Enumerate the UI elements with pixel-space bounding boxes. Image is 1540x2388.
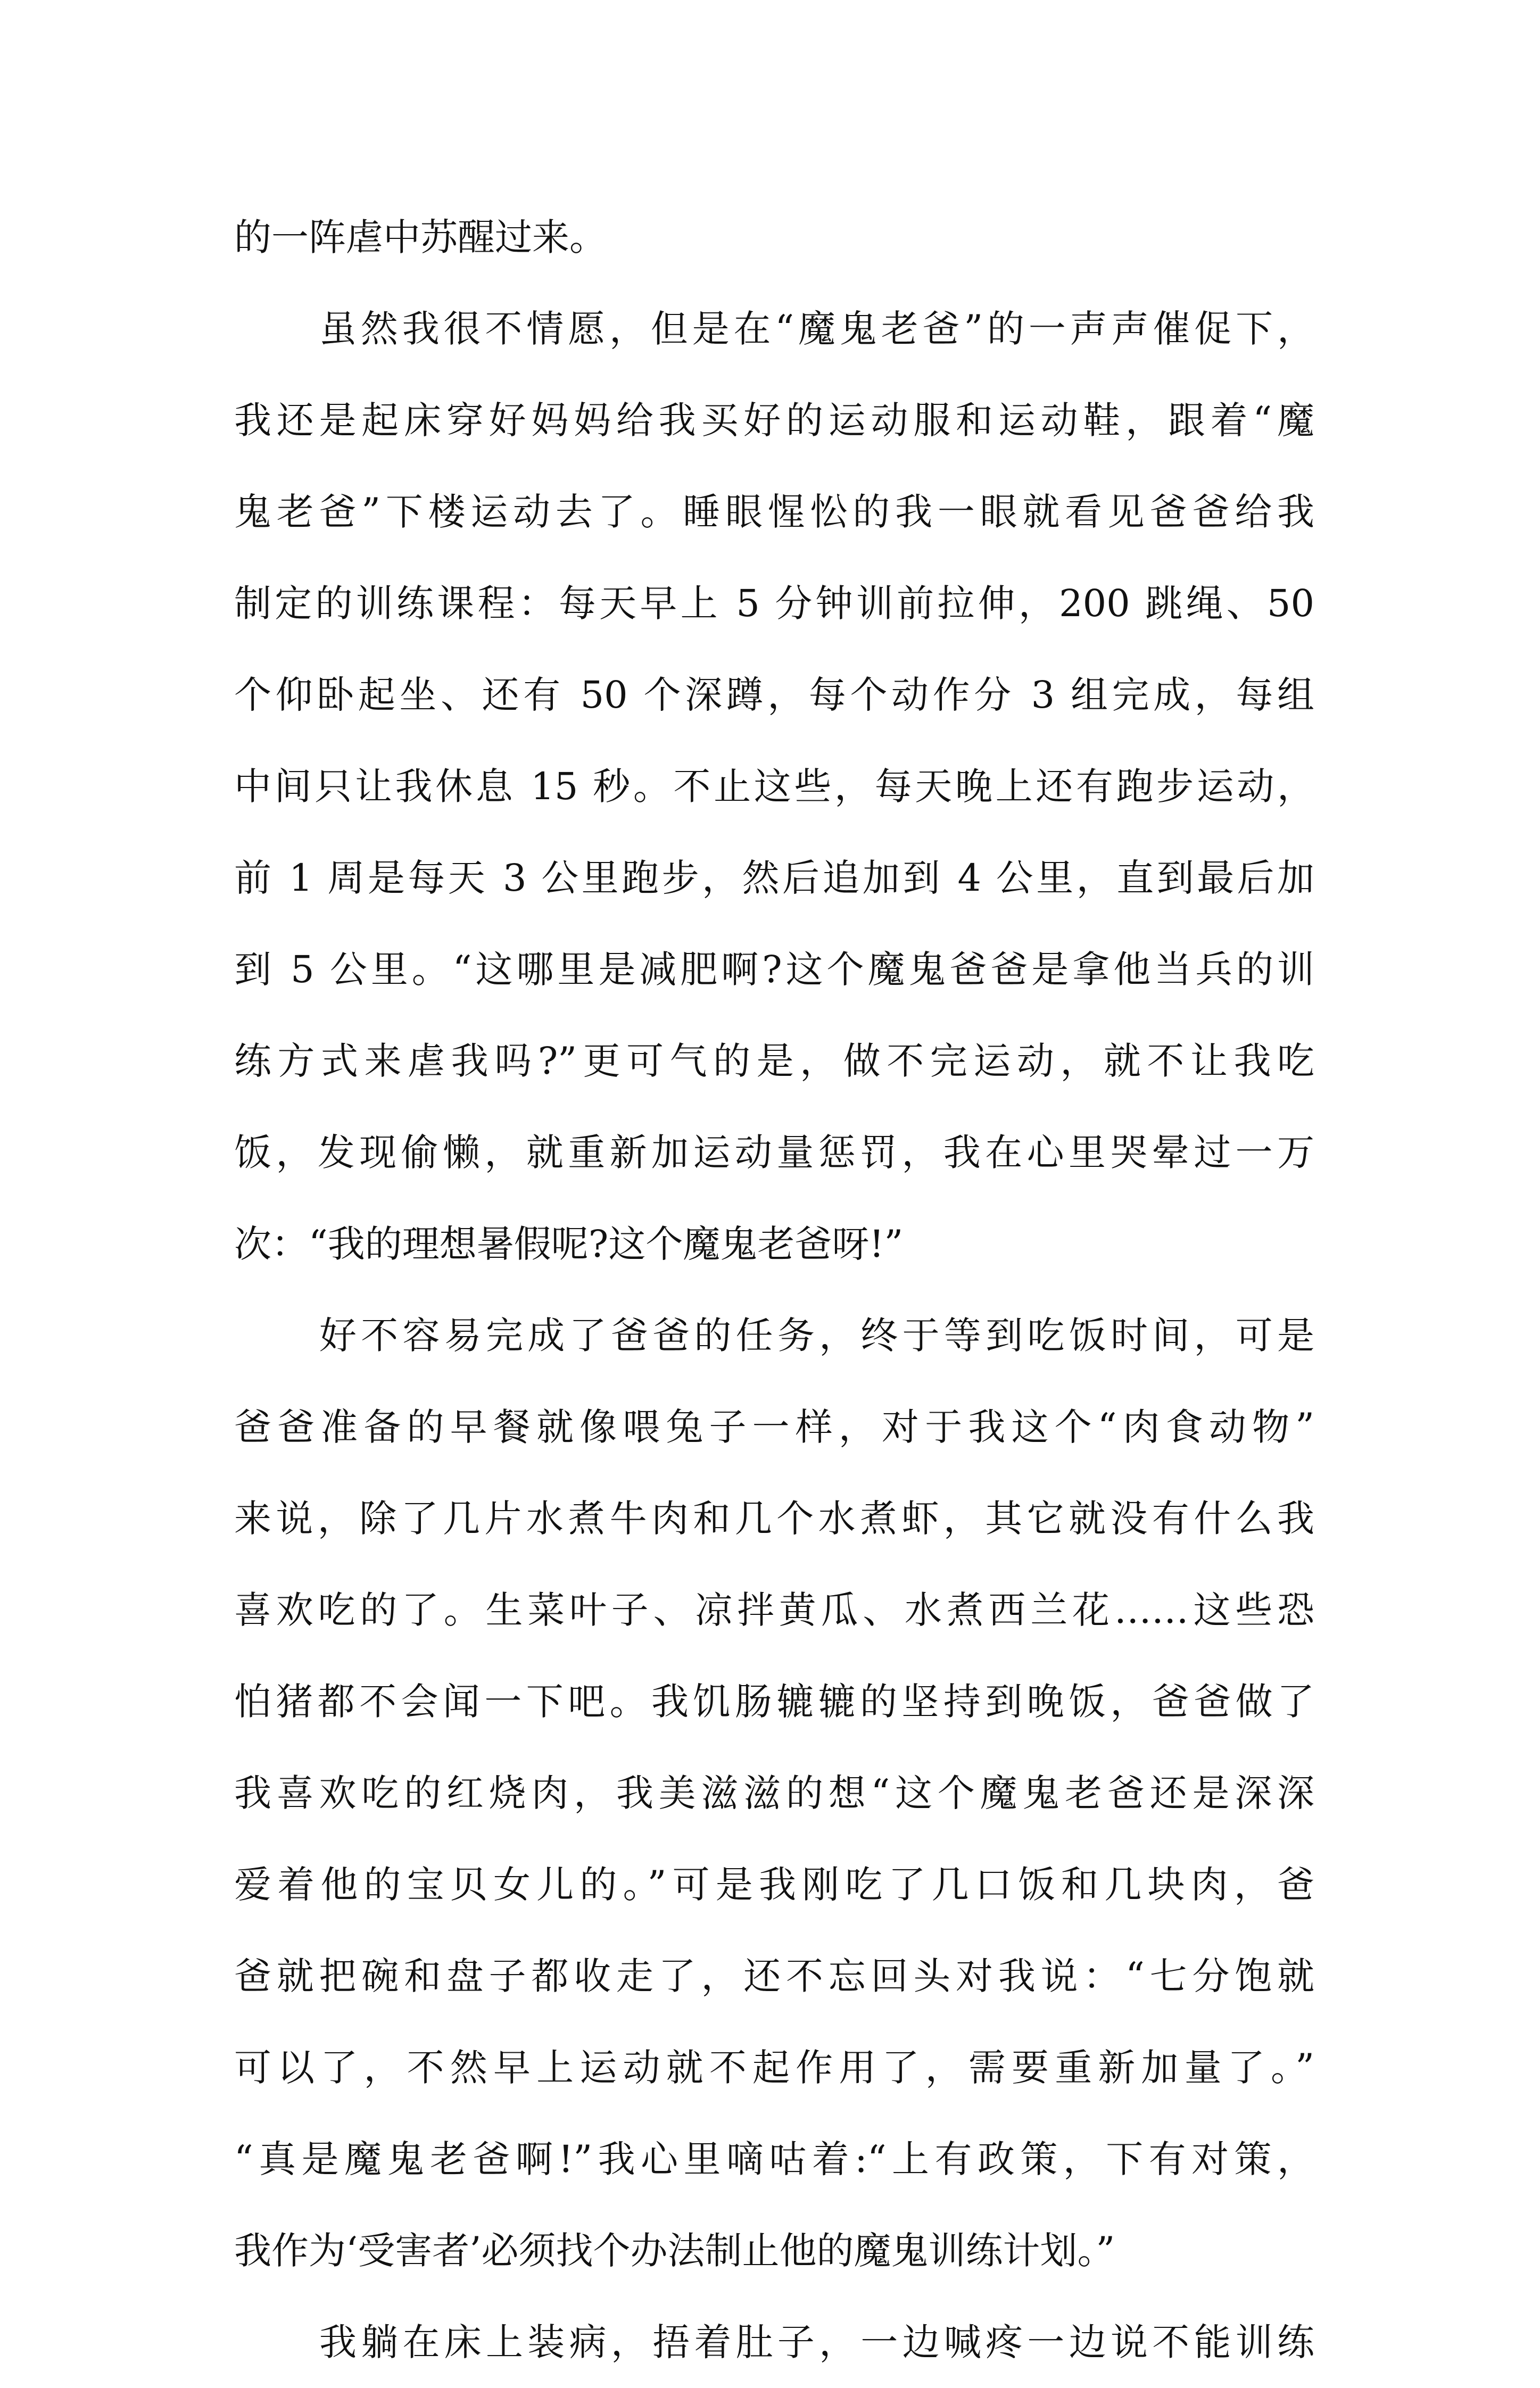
text-line: 爱着他的宝贝女儿的。”可是我刚吃了几口饭和几块肉，爸 xyxy=(234,1863,1314,1906)
text-line: 怕猪都不会闻一下吧。我饥肠辘辘的坚持到晚饭，爸爸做了 xyxy=(234,1680,1314,1723)
text-line: 练方式来虐我吗?”更可气的是，做不完运动，就不让我吃 xyxy=(234,1039,1314,1083)
text-line: 到 5 公里。“这哪里是减肥啊?这个魔鬼爸爸是拿他当兵的训 xyxy=(234,948,1314,991)
text-line: 爸就把碗和盘子都收走了，还不忘回头对我说：“七分饱就 xyxy=(234,1954,1314,1998)
paragraph-first-line: 我躺在床上装病，捂着肚子，一边喊疼一边说不能训练 xyxy=(319,2320,1314,2364)
text-line: 喜欢吃的了。生菜叶子、凉拌黄瓜、水煮西兰花……这些恐 xyxy=(234,1588,1314,1632)
text-line: 前 1 周是每天 3 公里跑步，然后追加到 4 公里，直到最后加 xyxy=(234,856,1314,900)
text-line: 爸爸准备的早餐就像喂兔子一样，对于我这个“肉食动物” xyxy=(234,1405,1314,1449)
text-line: 的一阵虐中苏醒过来。 xyxy=(234,215,607,259)
text-line: 制定的训练课程：每天早上 5 分钟训前拉伸，200 跳绳、50 xyxy=(234,582,1314,625)
text-line: 中间只让我休息 15 秒。不止这些，每天晚上还有跑步运动， xyxy=(234,765,1314,808)
text-line: 个仰卧起坐、还有 50 个深蹲，每个动作分 3 组完成，每组 xyxy=(234,673,1314,717)
text-line: 我喜欢吃的红烧肉，我美滋滋的想“这个魔鬼老爸还是深深 xyxy=(234,1771,1314,1815)
body-text xyxy=(234,192,1314,2388)
text-line: “真是魔鬼老爸啊!”我心里嘀咕着:“上有政策，下有对策， xyxy=(234,2137,1314,2181)
text-line: 我还是起床穿好妈妈给我买好的运动服和运动鞋，跟着“魔 xyxy=(234,399,1314,442)
text-line: 来说，除了几片水煮牛肉和几个水煮虾，其它就没有什么我 xyxy=(234,1497,1314,1540)
paragraph-first-line: 虽然我很不情愿，但是在“魔鬼老爸”的一声声催促下， xyxy=(319,307,1314,351)
text-line: 可以了，不然早上运动就不起作用了，需要重新加量了。” xyxy=(234,2046,1314,2090)
text-line: 我作为‘受害者’必须找个办法制止他的魔鬼训练计划。” xyxy=(234,2229,1115,2273)
text-line: 饭，发现偷懒，就重新加运动量惩罚，我在心里哭晕过一万 xyxy=(234,1131,1314,1174)
text-line: 次：“我的理想暑假呢?这个魔鬼老爸呀!” xyxy=(234,1222,904,1266)
text-line: 鬼老爸”下楼运动去了。睡眼惺忪的我一眼就看见爸爸给我 xyxy=(234,490,1314,534)
paragraph-first-line: 好不容易完成了爸爸的任务，终于等到吃饭时间，可是 xyxy=(319,1314,1314,1357)
